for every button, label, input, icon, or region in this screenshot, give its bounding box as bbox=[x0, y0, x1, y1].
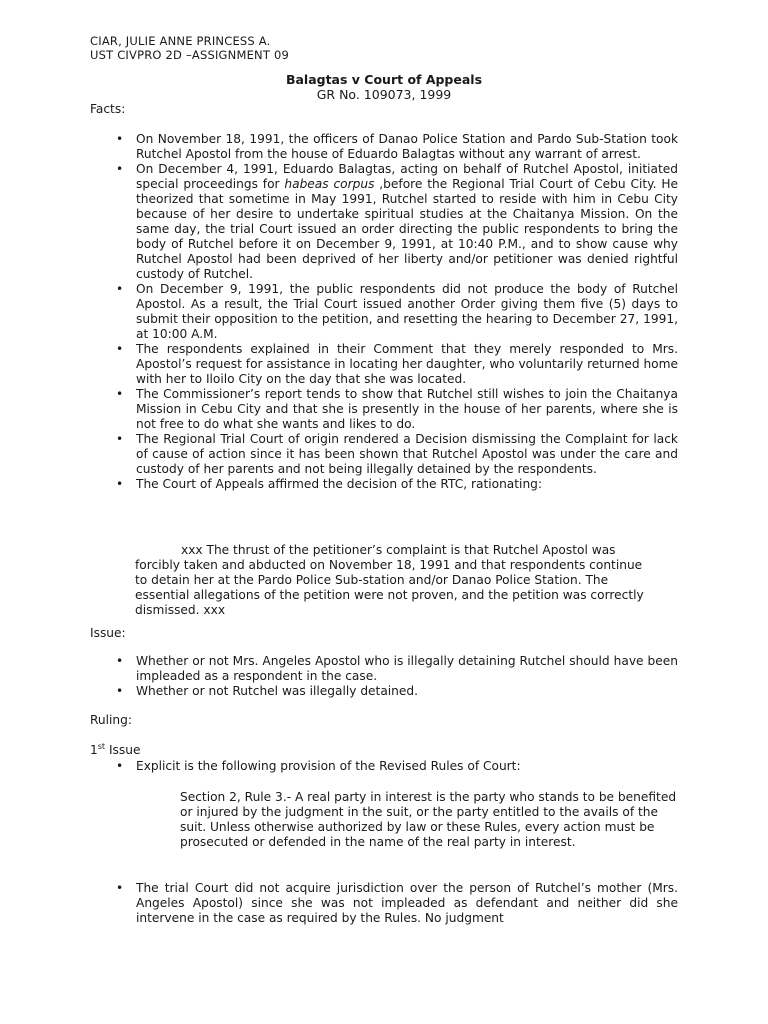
ruling-heading: Ruling: bbox=[90, 713, 132, 727]
list-item: • On December 4, 1991, Eduardo Balagtas, acting on behalf of Rutchel Apostol, initiated special proceedings for habeas corpus ,before the Regional Trial Court of Cebu City. He theorized that sometime in May 1991, Rutchel started to reside with him in Cebu City because of her desire to undertake spiritual studies at the Chaitanya Mission. On the same day, the trial Court issued an order directing the public respondents to bring the body of Rutchel before it on December 9, 1991, at 10:40 P.M., and to show cause why Rutchel Apostol had been deprived of her liberty and/or petitioner was denied rightful custody of Rutchel. bbox=[90, 162, 678, 282]
list-item: • The respondents explained in their Comment that they merely responded to Mrs. Apostol’s request for assistance in locating her daughter, who voluntarily returned home with her to Iloilo City on the day that she was located. bbox=[90, 342, 678, 387]
ruling-list-continued bbox=[90, 881, 678, 926]
list-item: • Whether or not Mrs. Angeles Apostol who is illegally detaining Rutchel should have been impleaded as a respondent in the case. bbox=[90, 654, 678, 684]
list-item: • On December 9, 1991, the public respondents did not produce the body of Rutchel Apostol. As a result, the Trial Court issued another Order giving them five (5) days to submit their opposition to the petition, and resetting the hearing to December 27, 1991, at 10:00 A.M. bbox=[90, 282, 678, 342]
list-item: • The trial Court did not acquire jurisdiction over the person of Rutchel’s mother (Mrs. Angeles Apostol) since she was not impleaded as defendant and neither did she intervene in the case as required by the Rules. No judgment bbox=[90, 881, 678, 926]
facts-heading: Facts: bbox=[90, 102, 126, 116]
list-item: • The Court of Appeals affirmed the decision of the RTC, rationating: bbox=[90, 477, 678, 492]
list-item: • Whether or not Rutchel was illegally detained. bbox=[90, 684, 678, 699]
list-item: • The Regional Trial Court of origin rendered a Decision dismissing the Complaint for lack of cause of action since it has been shown that Rutchel Apostol was under the care and custody of her parents and not being illegally detained by the respondents. bbox=[90, 432, 678, 477]
list-item: • On November 18, 1991, the officers of Danao Police Station and Pardo Sub-Station took Rutchel Apostol from the house of Eduardo Balagtas without any warrant of arrest. bbox=[90, 132, 678, 162]
list-item: • Explicit is the following provision of the Revised Rules of Court: bbox=[90, 759, 678, 774]
section-quote: Section 2, Rule 3.- A real party in interest is the party who stands to be benefited or injured by the judgment in the suit, or the party entitled to the avails of the suit. Unless otherwise authorized by law or these Rules, every action must be prosecuted or defended in the name of the real party in interest. bbox=[180, 790, 677, 849]
appeals-quote: xxx The thrust of the petitioner’s complaint is that Rutchel Apostol was forcibly taken and abducted on November 18, 1991 and that respondents continue to detain her at the Pardo Police Sub-station and/or Danao Police Station. The essential allegations of the petition were not proven, and the petition was correctly dismissed. xxx bbox=[135, 543, 644, 617]
case-title: Balagtas v Court of Appeals bbox=[285, 72, 483, 87]
facts-list bbox=[90, 132, 678, 492]
list-item: • The Commissioner’s report tends to show that Rutchel still wishes to join the Chaitanya Mission in Cebu City and that she is presently in the house of her parents, where she is not free to do what she wants and likes to do. bbox=[90, 387, 678, 432]
ruling-list bbox=[90, 759, 678, 774]
case-number: GR No. 109073, 1999 bbox=[316, 87, 452, 102]
author-name: CIAR, JULIE ANNE PRINCESS A. bbox=[90, 34, 271, 48]
course-assignment: UST CIVPRO 2D –ASSIGNMENT 09 bbox=[90, 48, 289, 62]
issue-list bbox=[90, 654, 678, 699]
issue-heading: Issue: bbox=[90, 626, 126, 640]
first-issue-heading: 1st Issue bbox=[90, 741, 141, 757]
